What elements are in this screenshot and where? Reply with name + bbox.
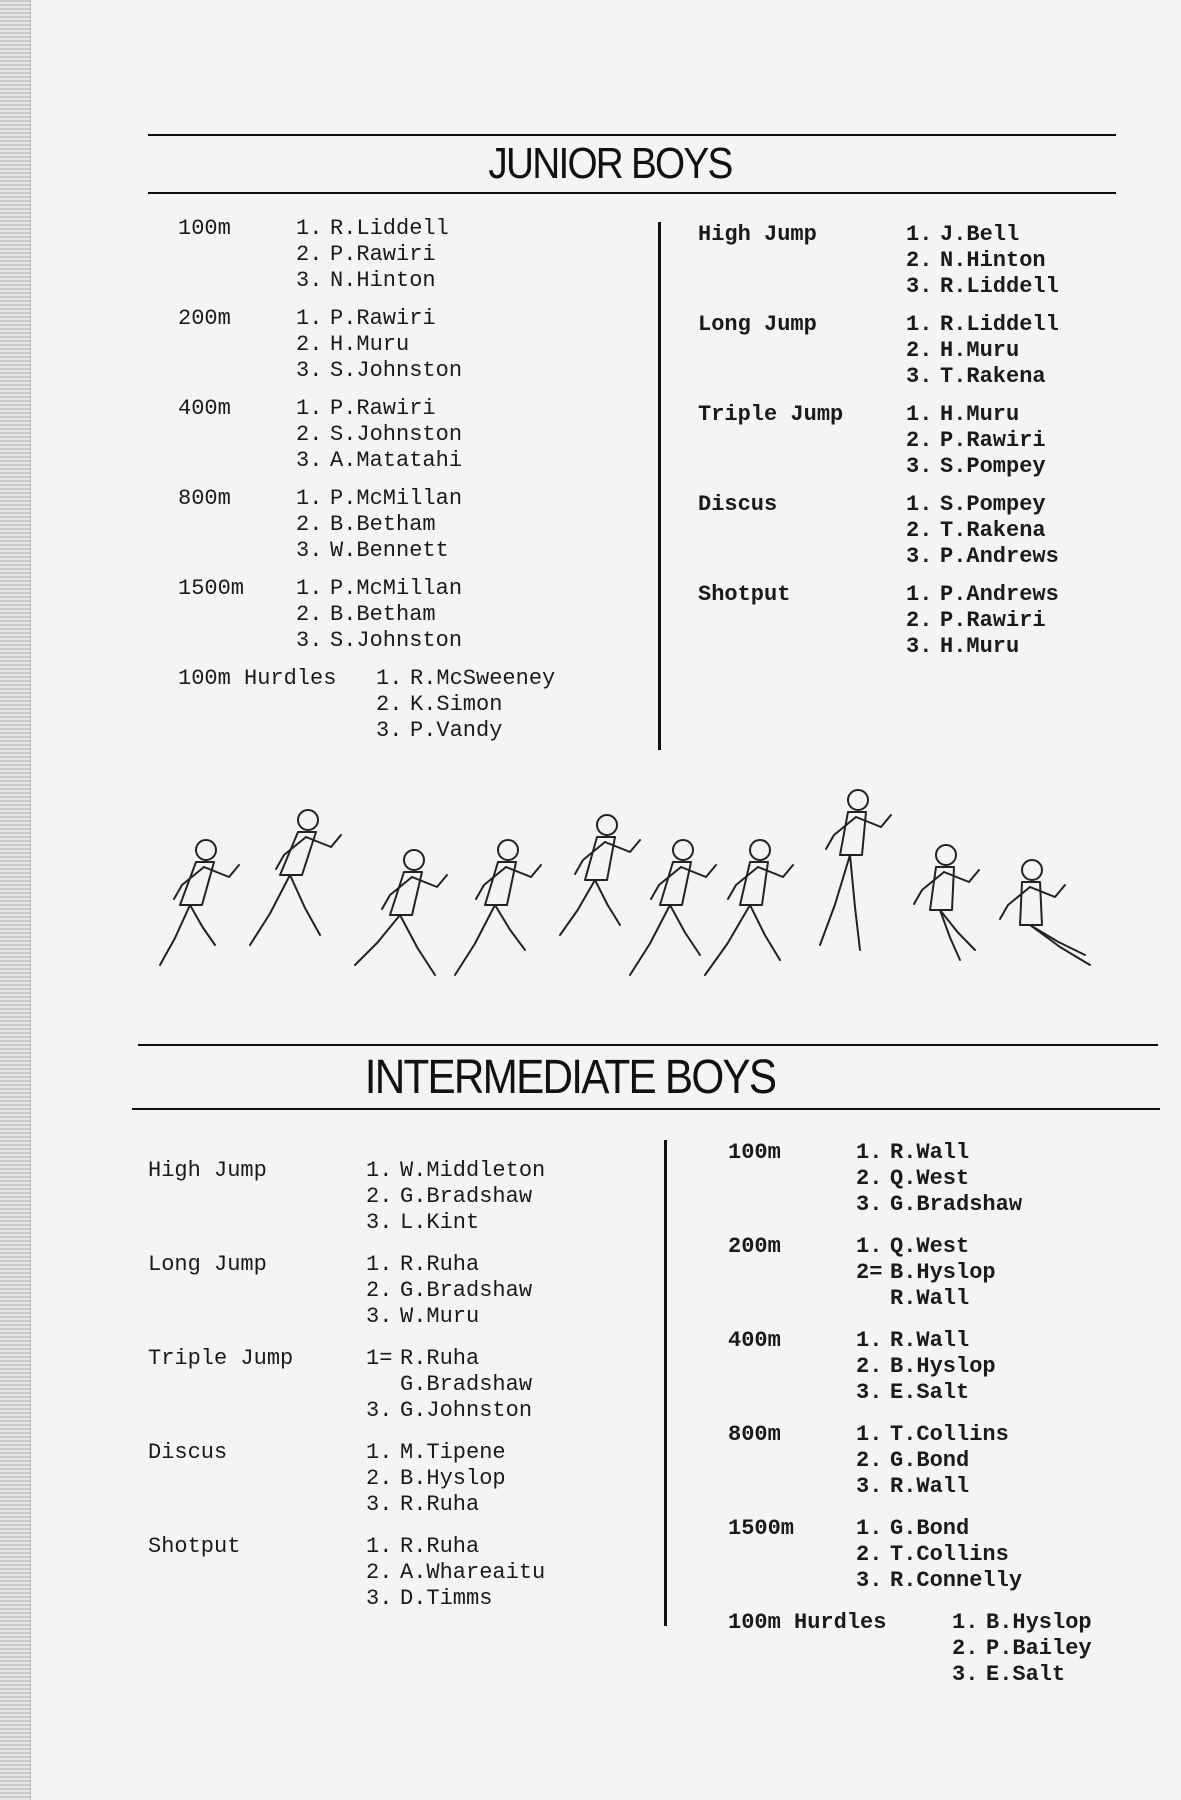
athlete-figure	[914, 845, 979, 960]
placing-number: 3.	[952, 1662, 979, 1687]
athlete-name: P.Rawiri	[330, 242, 436, 267]
placing-row	[366, 1560, 545, 1586]
athlete-name: B.Betham	[330, 512, 436, 537]
placing-number: 1.	[906, 402, 933, 427]
placing-number: 3.	[366, 1492, 393, 1517]
placing-row	[856, 1568, 1022, 1594]
placing-row	[366, 1466, 506, 1492]
placing-number: 1.	[296, 216, 323, 241]
placing-number: 1.	[376, 666, 403, 691]
placing-number: 3.	[856, 1380, 883, 1405]
event-name: 1500m	[178, 576, 245, 601]
placing-number: 3.	[296, 268, 323, 293]
event-name: Discus	[698, 492, 778, 517]
athlete-name: G.Bradshaw	[400, 1372, 533, 1397]
placing-row	[906, 608, 1059, 634]
athlete-name: H.Muru	[940, 338, 1020, 363]
athlete-name: R.Ruha	[400, 1252, 480, 1277]
placing-row	[856, 1140, 1022, 1166]
placing-row	[906, 274, 1059, 300]
junior-title: JUNIOR BOYS	[488, 139, 732, 188]
placing-row	[296, 576, 462, 602]
placing-number: 1.	[296, 396, 323, 421]
event-placings	[906, 402, 1046, 480]
junior-bottom-rule	[148, 192, 1116, 194]
placing-number: 1.	[856, 1516, 883, 1541]
placing-number: 3.	[906, 634, 933, 659]
placing-number: 1.	[952, 1610, 979, 1635]
athlete-name: H.Muru	[940, 402, 1020, 427]
event-placings	[856, 1234, 996, 1312]
placing-row	[856, 1234, 996, 1260]
event-placings	[296, 576, 462, 654]
placing-row	[906, 544, 1059, 570]
placing-number: 3.	[856, 1474, 883, 1499]
athlete-name: G.Bradshaw	[400, 1184, 533, 1209]
event-placings	[952, 1610, 1092, 1688]
athlete-name: G.Johnston	[400, 1398, 533, 1423]
placing-row	[296, 486, 462, 512]
event-name: Long Jump	[698, 312, 817, 337]
event-placings	[296, 486, 462, 564]
placing-number: 1.	[856, 1328, 883, 1353]
placing-number: 2.	[906, 248, 933, 273]
athlete-name: M.Tipene	[400, 1440, 506, 1465]
event-name: Triple Jump	[148, 1346, 294, 1371]
athlete-name: R.Liddell	[330, 216, 449, 241]
event-placings	[856, 1140, 1022, 1218]
event-name: 100m	[178, 216, 231, 241]
athlete-name: J.Bell	[940, 222, 1020, 247]
placing-number: 2.	[296, 602, 323, 627]
placing-number: 3.	[856, 1192, 883, 1217]
placing-row	[366, 1278, 532, 1304]
event-name: 800m	[728, 1422, 781, 1447]
athlete-name: P.Andrews	[940, 544, 1059, 569]
placing-row	[376, 666, 555, 692]
athlete-name: P.Andrews	[940, 582, 1059, 607]
placing-row	[906, 222, 1059, 248]
placing-row	[296, 306, 462, 332]
athlete-name: L.Kint	[400, 1210, 480, 1235]
placing-number: 3.	[376, 718, 403, 743]
placing-row	[952, 1610, 1092, 1636]
athlete-name: T.Rakena	[940, 364, 1046, 389]
placing-row	[296, 268, 449, 294]
placing-row	[856, 1286, 996, 1312]
placing-row	[296, 538, 462, 564]
event-name: Long Jump	[148, 1252, 267, 1277]
placing-number: 2.	[856, 1166, 883, 1191]
athlete-name: R.Ruha	[400, 1534, 480, 1559]
athlete-name: S.Pompey	[940, 492, 1046, 517]
placing-row	[906, 582, 1059, 608]
event-name: Discus	[148, 1440, 228, 1465]
placing-number: 2.	[906, 428, 933, 453]
athlete-name: W.Muru	[400, 1304, 480, 1329]
placing-number: 3.	[366, 1210, 393, 1235]
intermediate-top-rule	[138, 1044, 1158, 1046]
event-placings	[856, 1422, 1009, 1500]
event-placings	[296, 396, 462, 474]
event-name: 200m	[728, 1234, 781, 1259]
athlete-name: G.Bradshaw	[890, 1192, 1023, 1217]
athlete-name: P.Rawiri	[330, 306, 436, 331]
athlete-name: P.McMillan	[330, 486, 463, 511]
event-placings	[906, 492, 1059, 570]
athlete-name: P.Vandy	[410, 718, 503, 743]
athlete-name: N.Hinton	[940, 248, 1046, 273]
athlete-name: R.Wall	[890, 1140, 970, 1165]
athlete-name: E.Salt	[890, 1380, 970, 1405]
event-placings	[856, 1328, 996, 1406]
athlete-name: H.Muru	[330, 332, 410, 357]
placing-number: 2.	[366, 1184, 393, 1209]
placing-number: 3.	[366, 1398, 393, 1423]
intermediate-column-divider	[664, 1140, 667, 1626]
athlete-name: K.Simon	[410, 692, 503, 717]
placing-row	[906, 364, 1059, 390]
placing-row	[366, 1398, 532, 1424]
binding-edge	[0, 0, 31, 1800]
event-placings	[366, 1534, 545, 1612]
placing-row	[856, 1192, 1022, 1218]
athlete-figure	[630, 840, 716, 975]
placing-number: 1.	[366, 1158, 393, 1183]
placing-row	[906, 402, 1046, 428]
placing-number: 3.	[856, 1568, 883, 1593]
athlete-name: R.Liddell	[940, 274, 1059, 299]
event-name: 400m	[178, 396, 231, 421]
placing-row	[366, 1492, 506, 1518]
placing-number: 1.	[856, 1234, 883, 1259]
placing-row	[296, 216, 449, 242]
athlete-name: S.Johnston	[330, 422, 463, 447]
placing-row	[856, 1380, 996, 1406]
athlete-name: B.Hyslop	[890, 1354, 996, 1379]
athlete-name: R.Ruha	[400, 1492, 480, 1517]
athlete-name: H.Muru	[940, 634, 1020, 659]
intermediate-bottom-rule	[132, 1108, 1160, 1110]
placing-row	[366, 1586, 545, 1612]
athlete-name: A.Matatahi	[330, 448, 463, 473]
placing-number: 2.	[366, 1466, 393, 1491]
event-name: Shotput	[698, 582, 791, 607]
event-placings	[366, 1158, 545, 1236]
placing-number: 2.	[366, 1560, 393, 1585]
athlete-figure	[160, 840, 239, 965]
placing-row	[906, 492, 1059, 518]
placing-number: 1.	[906, 312, 933, 337]
event-name: 100m Hurdles	[178, 666, 337, 691]
athlete-name: B.Hyslop	[986, 1610, 1092, 1635]
placing-row	[952, 1636, 1092, 1662]
event-placings	[906, 222, 1059, 300]
athlete-name: S.Johnston	[330, 628, 463, 653]
athlete-figure	[560, 815, 640, 935]
placing-number: 2.	[906, 608, 933, 633]
athlete-name: R.Connelly	[890, 1568, 1023, 1593]
placing-row	[366, 1534, 545, 1560]
junior-top-rule	[148, 134, 1116, 136]
placing-row	[296, 602, 462, 628]
placing-number: 3.	[906, 454, 933, 479]
placing-row	[952, 1662, 1092, 1688]
event-name: 200m	[178, 306, 231, 331]
athlete-name: S.Johnston	[330, 358, 463, 383]
placing-number: 2=	[856, 1260, 883, 1285]
event-name: High Jump	[698, 222, 817, 247]
placing-row	[906, 454, 1046, 480]
placing-number: 1.	[296, 306, 323, 331]
athlete-figure	[1000, 860, 1090, 965]
athlete-name: R.Wall	[890, 1474, 970, 1499]
event-placings	[856, 1516, 1022, 1594]
placing-row	[856, 1328, 996, 1354]
athlete-name: P.Rawiri	[940, 608, 1046, 633]
placing-number: 1.	[906, 222, 933, 247]
athlete-name: T.Rakena	[940, 518, 1046, 543]
placing-row	[856, 1354, 996, 1380]
athlete-name: E.Salt	[986, 1662, 1066, 1687]
athlete-name: G.Bradshaw	[400, 1278, 533, 1303]
placing-number: 3.	[906, 274, 933, 299]
placing-row	[906, 312, 1059, 338]
placing-number: 1=	[366, 1346, 393, 1371]
placing-row	[296, 448, 462, 474]
placing-number: 3.	[366, 1586, 393, 1611]
athlete-figure	[250, 810, 341, 945]
placing-row	[856, 1166, 1022, 1192]
athlete-name: R.Wall	[890, 1328, 970, 1353]
placing-number: 2.	[296, 512, 323, 537]
athlete-name: N.Hinton	[330, 268, 436, 293]
placing-number: 3.	[366, 1304, 393, 1329]
placing-number: 2.	[366, 1278, 393, 1303]
placing-number: 3.	[296, 448, 323, 473]
placing-row	[366, 1440, 506, 1466]
placing-row	[906, 634, 1059, 660]
placing-row	[856, 1422, 1009, 1448]
placing-row	[906, 428, 1046, 454]
placing-row	[366, 1304, 532, 1330]
athlete-figure	[355, 850, 447, 975]
athlete-name: R.McSweeney	[410, 666, 556, 691]
placing-number: 3.	[906, 544, 933, 569]
placing-row	[366, 1252, 532, 1278]
placing-row	[366, 1158, 545, 1184]
placing-row	[376, 718, 555, 744]
athlete-name: R.Liddell	[940, 312, 1059, 337]
athlete-name: P.Rawiri	[330, 396, 436, 421]
athlete-name: Q.West	[890, 1234, 970, 1259]
placing-row	[906, 338, 1059, 364]
placing-number: 2.	[296, 332, 323, 357]
placing-number: 3.	[296, 538, 323, 563]
placing-number: 1.	[366, 1440, 393, 1465]
placing-number: 1.	[906, 492, 933, 517]
placing-row	[376, 692, 555, 718]
placing-number: 1.	[296, 486, 323, 511]
placing-row	[366, 1372, 532, 1398]
junior-column-divider	[658, 222, 661, 750]
event-name: 400m	[728, 1328, 781, 1353]
athlete-name: P.Rawiri	[940, 428, 1046, 453]
placing-number: 3.	[906, 364, 933, 389]
athlete-name: D.Timms	[400, 1586, 493, 1611]
event-name: 1500m	[728, 1516, 795, 1541]
athlete-name: S.Pompey	[940, 454, 1046, 479]
athlete-figure	[455, 840, 541, 975]
placing-row	[906, 248, 1059, 274]
athlete-name: Q.West	[890, 1166, 970, 1191]
athlete-name: R.Wall	[890, 1286, 970, 1311]
placing-number: 1.	[366, 1534, 393, 1559]
placing-row	[856, 1260, 996, 1286]
athlete-name: P.Bailey	[986, 1636, 1092, 1661]
placing-number: 1.	[856, 1140, 883, 1165]
placing-number: 1.	[366, 1252, 393, 1277]
placing-number: 1.	[296, 576, 323, 601]
athlete-figure	[820, 790, 891, 950]
event-placings	[366, 1252, 532, 1330]
placing-row	[296, 422, 462, 448]
athlete-name: B.Betham	[330, 602, 436, 627]
athlete-name: T.Collins	[890, 1542, 1009, 1567]
triple-jump-sequence-illustration	[140, 780, 1160, 1000]
placing-row	[296, 396, 462, 422]
placing-row	[296, 628, 462, 654]
placing-row	[856, 1448, 1009, 1474]
placing-row	[366, 1210, 545, 1236]
placing-number: 3.	[296, 358, 323, 383]
placing-row	[296, 512, 462, 538]
placing-row	[296, 358, 462, 384]
event-name: Shotput	[148, 1534, 241, 1559]
event-placings	[296, 306, 462, 384]
event-placings	[366, 1346, 532, 1424]
placing-row	[296, 242, 449, 268]
placing-number: 2.	[856, 1542, 883, 1567]
event-placings	[296, 216, 449, 294]
placing-number: 1.	[906, 582, 933, 607]
event-name: 100m	[728, 1140, 781, 1165]
event-name: High Jump	[148, 1158, 267, 1183]
event-placings	[906, 582, 1059, 660]
placing-row	[366, 1346, 532, 1372]
athlete-name: B.Hyslop	[890, 1260, 996, 1285]
placing-number: 2.	[906, 338, 933, 363]
placing-number: 2.	[296, 422, 323, 447]
event-name: 800m	[178, 486, 231, 511]
placing-row	[856, 1474, 1009, 1500]
event-placings	[366, 1440, 506, 1518]
athlete-name: R.Ruha	[400, 1346, 480, 1371]
athlete-name: G.Bond	[890, 1448, 970, 1473]
athlete-name: G.Bond	[890, 1516, 970, 1541]
athlete-name: A.Whareaitu	[400, 1560, 546, 1585]
event-placings	[906, 312, 1059, 390]
placing-number: 2.	[952, 1636, 979, 1661]
placing-number: 1.	[856, 1422, 883, 1447]
athlete-name: W.Middleton	[400, 1158, 546, 1183]
placing-row	[856, 1542, 1022, 1568]
event-placings	[376, 666, 555, 744]
athlete-name: T.Collins	[890, 1422, 1009, 1447]
athlete-name: W.Bennett	[330, 538, 449, 563]
placing-number: 2.	[296, 242, 323, 267]
event-name: Triple Jump	[698, 402, 844, 427]
placing-number: 3.	[296, 628, 323, 653]
placing-number: 2.	[376, 692, 403, 717]
placing-row	[366, 1184, 545, 1210]
athlete-name: B.Hyslop	[400, 1466, 506, 1491]
placing-number: 2.	[906, 518, 933, 543]
placing-row	[906, 518, 1059, 544]
placing-number: 2.	[856, 1448, 883, 1473]
placing-row	[856, 1516, 1022, 1542]
athlete-figure	[705, 840, 793, 975]
intermediate-title: INTERMEDIATE BOYS	[364, 1051, 776, 1104]
placing-number: 2.	[856, 1354, 883, 1379]
athlete-name: P.McMillan	[330, 576, 463, 601]
placing-row	[296, 332, 462, 358]
event-name: 100m Hurdles	[728, 1610, 887, 1635]
